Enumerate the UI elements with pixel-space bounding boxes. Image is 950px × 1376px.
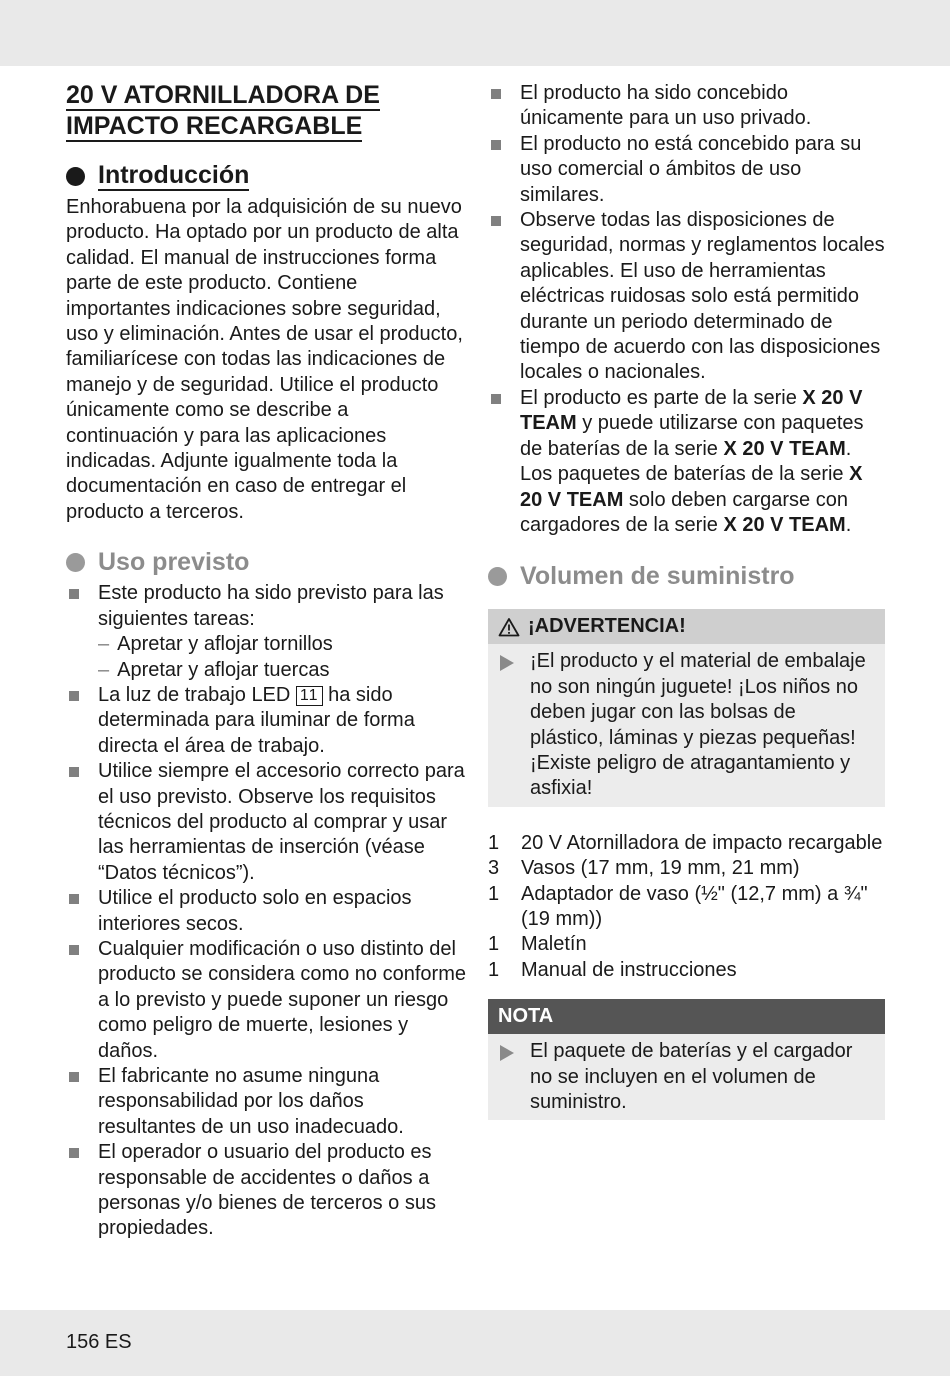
- list-item: Utilice el producto solo en espacios interiores secos.: [66, 886, 466, 937]
- list-item: El fabricante no asume ninguna responsabilidad por los daños resultantes de un uso inadecuado.: [66, 1064, 466, 1140]
- page-number: 156 ES: [66, 1331, 132, 1353]
- play-arrow-icon: [500, 655, 514, 671]
- list-item: La luz de trabajo LED 11 ha sido determinada para iluminar de forma directa el área de trabajo.: [66, 683, 466, 759]
- supply-item: 3 Vasos (17 mm, 19 mm, 21 mm): [488, 857, 800, 880]
- square-bullet-icon: [69, 1148, 79, 1158]
- note-body: El paquete de baterías y el cargador no se incluyen en el volumen de suministro.: [488, 1034, 885, 1120]
- list-item: El producto es parte de la serie X 20 V TEAM y puede utilizarse con paquetes de baterías de la serie X 20 V TEAM. Los paquetes de baterías de la serie X 20 V TEAM solo deben cargarse con cargadores de la serie X 20 V TEAM.: [488, 386, 885, 538]
- list-item: El producto ha sido concebido únicamente para un uso privado.: [488, 81, 885, 132]
- sub-item: – Apretar y aflojar tuercas: [98, 658, 330, 681]
- intro-heading: Introducción: [66, 162, 466, 191]
- list-item: El operador o usuario del producto es responsable de accidentes o daños a personas y/o bienes de terceros o sus propiedades.: [66, 1140, 466, 1242]
- square-bullet-icon: [69, 1072, 79, 1082]
- play-arrow-icon: [500, 1045, 514, 1061]
- note-box: [488, 999, 885, 1120]
- reference-number: 11: [296, 686, 323, 706]
- volumen-heading: Volumen de suministro: [488, 561, 885, 591]
- intro-text: Enhorabuena por la adquisición de su nuevo producto. Ha optado por un producto de alta calidad. El manual de instrucciones forma parte de este producto. Contiene importantes indicaciones sobre seguridad, uso y eliminación. Antes de usar el producto, familiarícese con todas las indicaciones de manejo y de seguridad. Utilice el producto únicamente como se describe a continuación y para las aplicaciones indicadas. Adjunte igualmente toda la documentación en caso de entregar el producto a terceros.: [66, 196, 463, 523]
- list-item: Utilice siempre el accesorio correcto para el uso previsto. Observe los requisitos técnicos del producto al comprar y usar las herramientas de inserción (véase “Datos técnicos”).: [66, 759, 466, 886]
- square-bullet-icon: [491, 89, 501, 99]
- list-item: El producto no está concebido para su uso comercial o ámbitos de uso similares.: [488, 132, 885, 208]
- usage-conditions-list: [488, 81, 885, 538]
- warning-triangle-icon: [498, 617, 520, 637]
- list-item: Cualquier modificación o uso distinto del producto se considera como no conforme a lo previsto y puede suponer un riesgo como peligro de muerte, lesiones y daños.: [66, 937, 466, 1064]
- document-title: [66, 80, 466, 142]
- square-bullet-icon: [69, 691, 79, 701]
- warning-box: [488, 609, 885, 806]
- supply-item: 1 Maletín: [488, 933, 587, 956]
- supply-list: [488, 831, 885, 983]
- square-bullet-icon: [69, 589, 79, 599]
- right-column: [488, 81, 885, 1120]
- square-bullet-icon: [491, 394, 501, 404]
- uso-previsto-heading: Uso previsto: [66, 547, 466, 577]
- uso-previsto-list: [66, 581, 466, 1242]
- square-bullet-icon: [69, 894, 79, 904]
- left-column: [66, 80, 466, 1242]
- square-bullet-icon: [491, 140, 501, 150]
- bottom-band: [0, 1310, 950, 1376]
- list-item: Observe todas las disposiciones de seguridad, normas y reglamentos locales aplicables. El uso de herramientas eléctricas ruidosas solo está permitido durante un periodo determinado de tiempo de acuerdo con las disposiciones locales o nacionales.: [488, 208, 885, 386]
- square-bullet-icon: [491, 216, 501, 226]
- square-bullet-icon: [69, 945, 79, 955]
- note-header: NOTA: [488, 999, 885, 1034]
- title-line-2: IMPACTO RECARGABLE: [66, 112, 363, 140]
- warning-body: ¡El producto y el material de embalaje no son ningún juguete! ¡Los niños no deben jugar con las bolsas de plástico, láminas y piezas pequeñas! ¡Existe peligro de atragantamiento y asfixia!: [488, 644, 885, 806]
- warning-header: ¡ADVERTENCIA!: [488, 609, 885, 644]
- section-bullet-icon: [66, 167, 85, 186]
- list-item: Este producto ha sido previsto para las siguientes tareas: – Apretar y aflojar tornillos – Apretar y aflojar tuercas: [66, 581, 466, 683]
- top-band: [0, 0, 950, 66]
- sub-item: – Apretar y aflojar tornillos: [98, 633, 333, 656]
- title-line-1: 20 V ATORNILLADORA DE: [66, 81, 380, 109]
- supply-item: 1 20 V Atornilladora de impacto recargable: [488, 831, 883, 854]
- square-bullet-icon: [69, 767, 79, 777]
- section-bullet-icon: [66, 553, 85, 572]
- supply-item: 1 Manual de instrucciones: [488, 958, 737, 981]
- supply-item: 1 Adaptador de vaso (½" (12,7 mm) a ¾" (19 mm)): [488, 882, 868, 930]
- section-bullet-icon: [488, 567, 507, 586]
